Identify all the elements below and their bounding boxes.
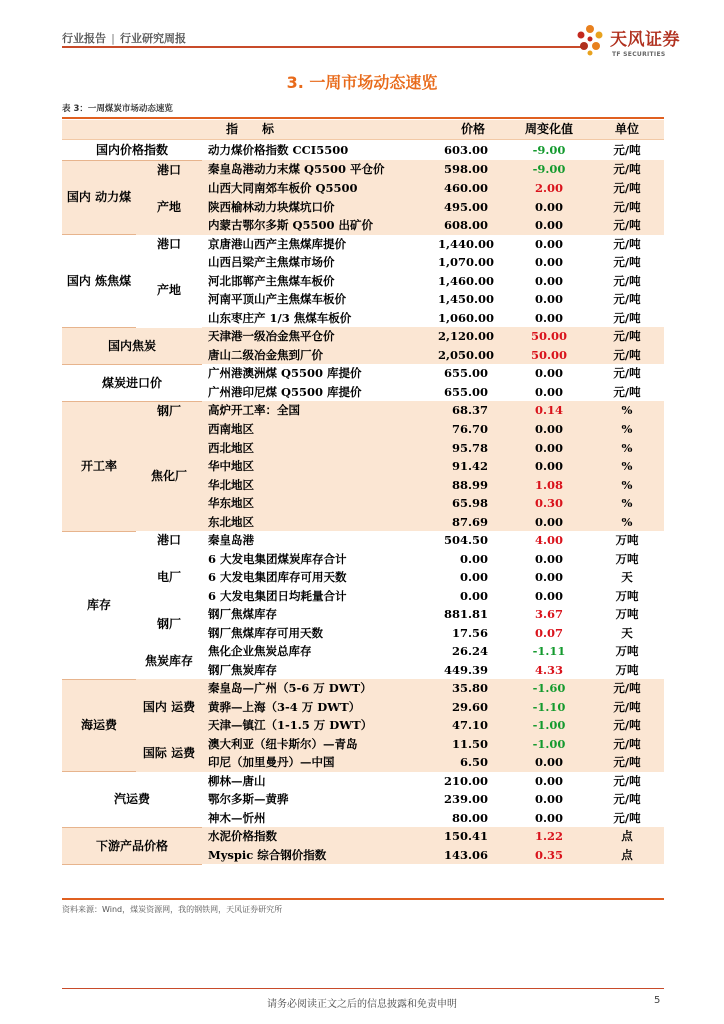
indicator-name: 河南平顶山产主焦煤车板价	[208, 292, 346, 306]
indicator-name: 华东地区	[202, 494, 438, 513]
subcategory-label: 港口	[156, 533, 181, 548]
price-value: 0.00	[460, 551, 489, 566]
weekly-change: 0.00	[535, 310, 564, 325]
unit-label: 元/吨	[590, 679, 664, 698]
price-value: 47.10	[438, 716, 508, 735]
weekly-change: 0.14	[508, 401, 590, 420]
unit-label: 元/吨	[590, 698, 664, 717]
indicator-name: 水泥价格指数	[202, 827, 438, 846]
price-value: 91.42	[438, 457, 508, 476]
indicator-name: 澳大利亚（纽卡斯尔）—青岛	[202, 735, 438, 754]
unit-label: 点	[590, 846, 664, 865]
unit-label: 元/吨	[590, 327, 664, 346]
weekly-change: -1.10	[508, 698, 590, 717]
header-breadcrumb	[62, 30, 186, 46]
price-value: 210.00	[444, 773, 489, 788]
indicator-name: Myspic 综合钢价指数	[202, 846, 438, 865]
subcategory-label: 港口	[136, 160, 202, 179]
subcategory-label: 产地	[156, 283, 181, 297]
indicator-name: 天津—镇江（1-1.5 万 DWT）	[202, 716, 438, 735]
price-value: 2,050.00	[438, 346, 508, 365]
price-value: 598.00	[438, 160, 508, 179]
weekly-change: 4.00	[535, 533, 564, 547]
indicator-name: 焦化企业焦炭总库存	[208, 644, 312, 658]
price-value: 1,460.00	[438, 273, 495, 288]
weekly-change: 0.00	[508, 513, 590, 532]
price-value: 504.50	[444, 533, 489, 547]
weekly-change: 4.33	[535, 662, 564, 677]
category-label: 国内焦炭	[62, 327, 202, 364]
weekly-change: 0.00	[508, 420, 590, 439]
indicator-name: 西南地区	[202, 420, 438, 439]
price-value: 29.60	[438, 698, 508, 717]
category-label: 库存	[62, 531, 136, 679]
unit-label: 元/吨	[590, 735, 664, 754]
subcategory-label: 钢厂	[156, 616, 181, 631]
logo-name: 天风证券	[610, 30, 680, 50]
indicator-name: 6 大发电集团煤炭库存合计	[208, 551, 347, 566]
weekly-change: 0.00	[535, 255, 564, 269]
footer-rule	[62, 988, 664, 989]
indicator-name: 高炉开工率：全国	[202, 401, 438, 420]
weekly-change: 0.35	[508, 846, 590, 865]
indicator-name: 黄骅—上海（3-4 万 DWT）	[202, 698, 438, 717]
price-value: 655.00	[444, 384, 489, 399]
price-value: 655.00	[444, 366, 489, 380]
price-value: 35.80	[438, 679, 508, 698]
unit-label: %	[590, 494, 664, 513]
unit-label: 元/吨	[613, 310, 641, 325]
weekly-change: 3.67	[535, 607, 564, 621]
unit-label: 元/吨	[613, 273, 641, 288]
header-rule	[62, 46, 582, 48]
unit-label: 元/吨	[590, 346, 664, 365]
indicator-name: 山西吕梁产主焦煤市场价	[208, 255, 335, 269]
weekly-change: 0.07	[535, 625, 564, 640]
price-value: 239.00	[444, 792, 489, 806]
price-value: 460.00	[438, 179, 508, 198]
unit-label: %	[590, 513, 664, 532]
subcategory-label: 国内 运费	[136, 679, 202, 735]
unit-label: 元/吨	[613, 292, 641, 306]
weekly-change: 0.00	[535, 384, 564, 399]
price-value: 150.41	[438, 827, 508, 846]
unit-label: 元/吨	[613, 366, 641, 380]
price-value: 2,120.00	[438, 327, 508, 346]
unit-label: 天	[621, 570, 633, 584]
table-row	[62, 605, 664, 624]
indicator-name: 印尼（加里曼丹）—中国	[202, 753, 438, 772]
unit-label: 元/吨	[590, 160, 664, 179]
price-value: 11.50	[438, 735, 508, 754]
price-value: 1,440.00	[438, 236, 495, 251]
price-value: 80.00	[452, 810, 489, 825]
table-row	[62, 401, 664, 420]
unit-label: %	[590, 401, 664, 420]
weekly-change: 0.00	[535, 588, 564, 603]
indicator-name: 华北地区	[202, 476, 438, 495]
source-note: 资料来源：Wind，煤炭资源网，我的钢铁网，天风证券研究所	[62, 905, 283, 914]
indicator-name: 秦皇岛港动力末煤 Q5500 平仓价	[202, 160, 438, 179]
price-value: 26.24	[452, 644, 489, 658]
subcategory-label: 焦炭库存	[144, 653, 193, 668]
weekly-change: 0.00	[508, 753, 590, 772]
price-value: 608.00	[438, 216, 508, 235]
price-value: 0.00	[460, 570, 489, 584]
table-row	[62, 827, 664, 846]
price-value: 881.81	[444, 607, 489, 621]
unit-label: 万吨	[615, 551, 639, 566]
price-value: 88.99	[438, 476, 508, 495]
indicator-name: 内蒙古鄂尔多斯 Q5500 出矿价	[202, 216, 438, 235]
table-row	[62, 550, 664, 569]
indicator-name: 钢厂焦煤库存	[208, 607, 277, 621]
weekly-change: 50.00	[508, 327, 590, 346]
price-value: 495.00	[438, 198, 508, 217]
weekly-change: 0.00	[535, 366, 564, 380]
indicator-name: 6 大发电集团库存可用天数	[208, 570, 347, 584]
weekly-change: 0.00	[508, 216, 590, 235]
col-header-change: 周变化值	[508, 120, 590, 139]
indicator-name: 广州港印尼煤 Q5500 库提价	[208, 384, 362, 399]
indicator-name: 河北邯郸产主焦煤车板价	[208, 273, 335, 288]
unit-label: 元/吨	[590, 179, 664, 198]
price-value: 76.70	[438, 420, 508, 439]
weekly-change: 0.00	[535, 273, 564, 288]
price-value: 1,450.00	[438, 292, 495, 306]
indicator-name: 柳林—唐山	[208, 773, 266, 788]
category-label: 海运费	[62, 679, 136, 772]
weekly-change: 50.00	[508, 346, 590, 365]
weekly-change: -9.00	[508, 160, 590, 179]
category-label: 煤炭进口价	[62, 364, 202, 401]
indicator-name: 鄂尔多斯—黄骅	[208, 792, 289, 806]
indicator-name: 秦皇岛港	[208, 533, 254, 547]
table-row	[62, 420, 664, 439]
indicator-name: 华中地区	[202, 457, 438, 476]
table-row	[62, 364, 664, 383]
indicator-name: 东北地区	[202, 513, 438, 532]
header-separator: |	[111, 32, 116, 45]
unit-label: 万吨	[615, 662, 639, 677]
weekly-change: 1.22	[508, 827, 590, 846]
price-value: 87.69	[438, 513, 508, 532]
table-row	[62, 235, 664, 254]
unit-label: %	[590, 476, 664, 495]
unit-label: 天	[621, 625, 633, 640]
indicator-name: 天津港一级冶金焦平仓价	[202, 327, 438, 346]
price-value: 0.00	[460, 588, 489, 603]
subcategory-label: 港口	[156, 236, 181, 251]
table-row	[62, 160, 664, 179]
section-title: 3. 一周市场动态速览	[286, 73, 438, 92]
unit-label: %	[590, 439, 664, 458]
unit-label: 元/吨	[613, 810, 641, 825]
col-header-unit: 单位	[590, 120, 664, 139]
unit-label: 元/吨	[613, 773, 641, 788]
indicator-name: 神木—忻州	[208, 810, 266, 825]
weekly-change: 0.00	[535, 792, 564, 806]
category-label: 国内 动力煤	[62, 160, 136, 235]
weekly-change: 0.00	[535, 551, 564, 566]
unit-label: 万吨	[615, 533, 639, 547]
unit-label: 万吨	[615, 607, 639, 621]
table-header-row	[62, 120, 664, 139]
footer-disclaimer: 请务必阅读正文之后的信息披露和免责申明	[267, 999, 457, 1010]
subcategory-label: 产地	[136, 179, 202, 235]
weekly-change: 0.00	[535, 773, 564, 788]
table-row	[62, 253, 664, 272]
weekly-change: 0.00	[535, 570, 564, 584]
report-subtype: 行业研究周报	[120, 32, 187, 45]
price-value: 65.98	[438, 494, 508, 513]
page-number: 5	[654, 995, 661, 1006]
price-value: 449.39	[444, 662, 489, 677]
price-value: 143.06	[438, 846, 508, 865]
weekly-change: 2.00	[508, 179, 590, 198]
market-table	[62, 120, 664, 865]
indicator-name: 钢厂焦煤库存可用天数	[208, 625, 323, 640]
col-header-indicator: 指 标	[62, 120, 438, 139]
price-value: 1,060.00	[438, 310, 495, 325]
col-header-price: 价格	[438, 120, 508, 139]
category-label: 开工率	[62, 401, 136, 531]
report-type: 行业报告	[62, 32, 106, 45]
table-row	[62, 179, 664, 198]
price-value: 1,070.00	[438, 255, 495, 269]
weekly-change: 0.00	[535, 810, 564, 825]
indicator-name: 京唐港山西产主焦煤库提价	[208, 236, 346, 251]
logo-mark-icon	[572, 22, 608, 58]
unit-label: 元/吨	[613, 142, 641, 157]
unit-label: %	[590, 457, 664, 476]
unit-label: 万吨	[615, 588, 639, 603]
table-bottom-rule	[62, 898, 664, 900]
indicator-name: 山东枣庄产 1/3 焦煤车板价	[208, 310, 352, 325]
subcategory-label: 钢厂	[136, 401, 202, 420]
weekly-change: -1.00	[508, 716, 590, 735]
unit-label: 点	[590, 827, 664, 846]
category-label: 汽运费	[62, 772, 202, 828]
indicator-name: 钢厂焦炭库存	[208, 662, 277, 677]
unit-label: 元/吨	[613, 255, 641, 269]
weekly-change: 0.00	[508, 457, 590, 476]
price-value: 6.50	[438, 753, 508, 772]
price-value: 603.00	[444, 142, 489, 157]
category-label: 国内 炼焦煤	[62, 235, 136, 328]
unit-label: 元/吨	[590, 716, 664, 735]
weekly-change: 0.00	[508, 439, 590, 458]
subcategory-label: 焦化厂	[136, 420, 202, 531]
table-row	[62, 735, 664, 754]
category-label: 下游产品价格	[62, 827, 202, 864]
company-logo	[572, 22, 682, 58]
weekly-change: 0.00	[535, 292, 564, 306]
price-value: 95.78	[438, 439, 508, 458]
weekly-change: 0.00	[508, 198, 590, 217]
indicator-name: 秦皇岛—广州（5-6 万 DWT）	[202, 679, 438, 698]
indicator-name: 陕西榆林动力块煤坑口价	[202, 198, 438, 217]
unit-label: 元/吨	[613, 236, 641, 251]
indicator-name: 动力煤价格指数 CCI5500	[208, 142, 349, 157]
weekly-change: 0.00	[535, 236, 564, 251]
table-row	[62, 327, 664, 346]
indicator-name: 6 大发电集团日均耗量合计	[208, 588, 347, 603]
subcategory-label: 电厂	[156, 570, 181, 585]
unit-label: %	[590, 420, 664, 439]
weekly-change: 0.30	[508, 494, 590, 513]
weekly-change: -1.11	[532, 644, 566, 658]
unit-label: 万吨	[615, 644, 639, 658]
price-value: 17.56	[452, 625, 489, 640]
unit-label: 元/吨	[590, 198, 664, 217]
unit-label: 元/吨	[590, 216, 664, 235]
subcategory-label: 国际 运费	[136, 735, 202, 772]
table-caption: 表 3：一周煤炭市场动态速览	[62, 104, 173, 114]
weekly-change: -1.60	[508, 679, 590, 698]
weekly-change: -1.00	[508, 735, 590, 754]
indicator-name: 广州港澳洲煤 Q5500 库提价	[208, 366, 362, 380]
indicator-name: 西北地区	[202, 439, 438, 458]
table-row	[62, 772, 664, 791]
price-value: 68.37	[438, 401, 508, 420]
unit-label: 元/吨	[613, 384, 641, 399]
table-top-rule	[62, 117, 664, 119]
table-row	[62, 139, 664, 160]
indicator-name: 唐山二级冶金焦到厂价	[202, 346, 438, 365]
weekly-change: 1.08	[508, 476, 590, 495]
indicator-name: 山西大同南郊车板价 Q5500	[202, 179, 438, 198]
category-label: 国内价格指数	[62, 139, 202, 160]
table-row	[62, 679, 664, 698]
table-row	[62, 642, 664, 661]
table-row	[62, 531, 664, 550]
unit-label: 元/吨	[613, 792, 641, 806]
weekly-change: -9.00	[532, 142, 566, 157]
unit-label: 元/吨	[590, 753, 664, 772]
logo-subtitle: TF SECURITIES	[612, 51, 666, 58]
